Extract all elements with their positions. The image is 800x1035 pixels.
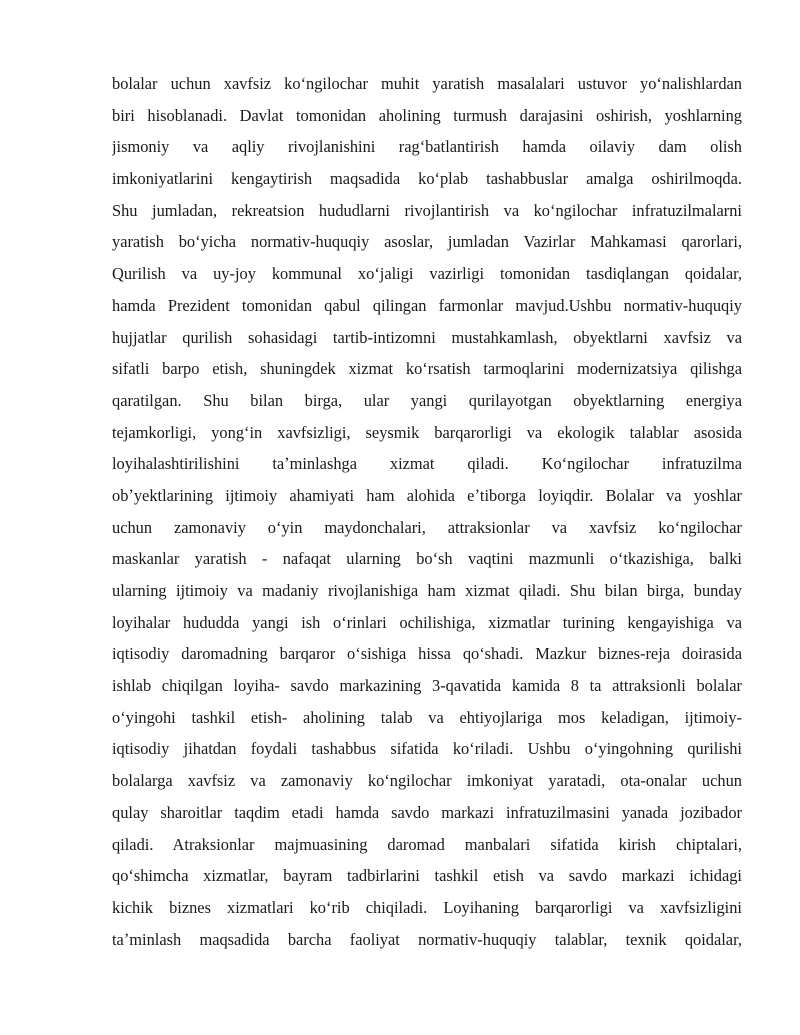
text-line: sifatli barpo etish, shuningdek xizmat koʻrsatish tarmoqlarini modernizatsiya qilishga	[112, 359, 742, 379]
text-line: uchun zamonaviy oʻyin maydonchalari, attraksionlar va xavfsiz koʻngilochar	[112, 517, 742, 537]
text-line: bolalarga xavfsiz va zamonaviy koʻngilochar imkoniyat yaratadi, ota-onalar uchun	[112, 771, 742, 791]
body-paragraph	[112, 68, 742, 955]
text-line: imkoniyatlarini kengaytirish maqsadida koʻplab tashabbuslar amalga oshirilmoqda.	[112, 169, 742, 189]
text-line: ularning ijtimoiy va madaniy rivojlanishiga ham xizmat qiladi. Shu bilan birga, bunday	[112, 581, 742, 600]
text-line: hamda Prezident tomonidan qabul qilingan farmonlar mavjud.Ushbu normativ-huquqiy	[112, 295, 742, 315]
text-line: loyihalar hududda yangi ish oʻrinlari ochilishiga, xizmatlar turining kengayishiga va	[112, 612, 742, 632]
text-line: qaratilgan. Shu bilan birga, ular yangi qurilayotgan obyektlarning energiya	[112, 390, 742, 410]
text-line: taʼminlash maqsadida barcha faoliyat normativ-huquqiy talablar, texnik qoidalar,	[112, 929, 742, 949]
text-line: bolalar uchun xavfsiz koʻngilochar muhit yaratish masalalari ustuvor yoʻnalishlardan	[112, 74, 742, 93]
text-line: Shu jumladan, rekreatsion hududlarni rivojlantirish va koʻngilochar infratuzilmalarni	[112, 200, 742, 220]
text-line: Qurilish va uy-joy kommunal xoʻjaligi vazirligi tomonidan tasdiqlangan qoidalar,	[112, 264, 742, 284]
text-line: iqtisodiy jihatdan foydali tashabbus sifatida koʻriladi. Ushbu oʻyingohning qurilishi	[112, 739, 742, 759]
text-line: hujjatlar qurilish sohasidagi tartib-intizomni mustahkamlash, obyektlarni xavfsiz va	[112, 327, 742, 347]
text-line: oʻyingohi tashkil etish- aholining talab va ehtiyojlariga mos keladigan, ijtimoiy-	[112, 707, 742, 727]
text-line: obʼyektlarining ijtimoiy ahamiyati ham alohida eʼtiborga loyiqdir. Bolalar va yoshlar	[112, 485, 742, 505]
text-line: qoʻshimcha xizmatlar, bayram tadbirlarini tashkil etish va savdo markazi ichidagi	[112, 866, 742, 886]
text-line: iqtisodiy daromadning barqaror oʻsishiga hissa qoʻshadi. Mazkur biznes-reja doirasida	[112, 644, 742, 664]
text-line: qiladi. Atraksionlar majmuasining daromad manbalari sifatida kirish chiptalari,	[112, 834, 742, 854]
text-line: jismoniy va aqliy rivojlanishini ragʻbatlantirish hamda oilaviy dam olish	[112, 137, 742, 157]
text-line: ishlab chiqilgan loyiha- savdo markazining 3-qavatida kamida 8 ta attraksionli bolalar	[112, 676, 742, 696]
text-line: maskanlar yaratish - nafaqat ularning boʻsh vaqtini mazmunli oʻtkazishiga, balki	[112, 549, 742, 569]
text-line: qulay sharoitlar taqdim etadi hamda savdo markazi infratuzilmasini yanada jozibador	[112, 802, 742, 822]
text-line: loyihalashtirilishini taʼminlashga xizmat qiladi. Koʻngilochar infratuzilma	[112, 454, 742, 474]
text-line: yaratish boʻyicha normativ-huquqiy asoslar, jumladan Vazirlar Mahkamasi qarorlari,	[112, 232, 742, 252]
text-line: tejamkorligi, yongʻin xavfsizligi, seysmik barqarorligi va ekologik talablar asosida	[112, 422, 742, 442]
text-line: kichik biznes xizmatlari koʻrib chiqiladi. Loyihaning barqarorligi va xavfsizligini	[112, 897, 742, 917]
text-line: biri hisoblanadi. Davlat tomonidan aholining turmush darajasini oshirish, yoshlarning	[112, 105, 742, 125]
